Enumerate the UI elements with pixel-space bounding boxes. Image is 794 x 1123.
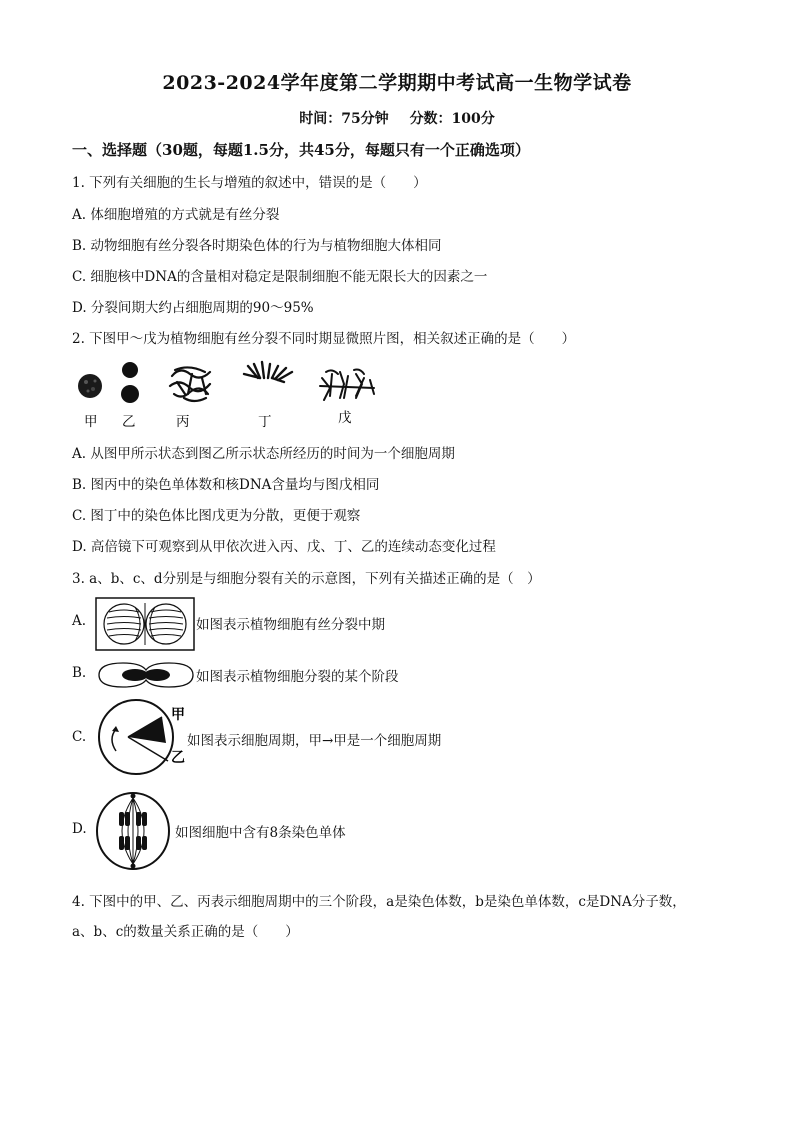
label-wu: 戊: [338, 410, 352, 426]
q3-figure-a-plant-cell: [95, 597, 195, 651]
page-title: 2023-2024学年度第二学期期中考试高一生物学试卷: [162, 72, 632, 94]
q3-option-c-letter: C.: [72, 729, 87, 745]
q2-option-d: D. 高倍镜下可观察到从甲依次进入丙、戊、丁、乙的连续动态变化过程: [72, 539, 496, 555]
label-jia: 甲: [84, 414, 98, 430]
label-c-jia: 甲: [171, 707, 185, 723]
cell-ding-image: [244, 362, 292, 382]
q3-option-a-text: 如图表示植物细胞有丝分裂中期: [196, 617, 385, 633]
q2-option-a: A. 从图甲所示状态到图乙所示状态所经历的时间为一个细胞周期: [72, 446, 455, 462]
q2-option-c: C. 图丁中的染色体比图戊更为分散，更便于观察: [72, 508, 361, 524]
q1-stem: 1. 下列有关细胞的生长与增殖的叙述中，错误的是（ ）: [72, 175, 427, 191]
exam-score: 分数：100分: [409, 111, 495, 127]
q3-option-d-text: 如图细胞中含有8条染色单体: [175, 825, 346, 841]
q3-figure-c-cell-cycle: [92, 697, 192, 777]
q3-figure-d-animal-cell: [93, 790, 173, 872]
section-heading: 一、选择题（30题，每题1.5分，共45分，每题只有一个正确选项）: [72, 141, 530, 159]
exam-time: 时间：75分钟: [299, 111, 389, 127]
q4-stem-line1: 4. 下图中的甲、乙、丙表示细胞周期中的三个阶段，a是染色体数，b是染色单体数，c是DNA分子数，: [72, 894, 686, 910]
q2-option-b: B. 图丙中的染色单体数和核DNA含量均与图戊相同: [72, 477, 380, 493]
q4-stem-line2: a、b、c的数量关系正确的是（ ）: [72, 924, 299, 940]
q3-option-b-text: 如图表示植物细胞分裂的某个阶段: [196, 669, 399, 685]
cell-wu-image: [320, 370, 374, 401]
q3-figure-b-dividing-cell: [95, 661, 197, 689]
q3-stem: 3. a、b、c、d分别是与细胞分裂有关的示意图，下列有关描述正确的是（ ）: [72, 571, 541, 587]
q1-option-b: B. 动物细胞有丝分裂各时期染色体的行为与植物细胞大体相同: [72, 238, 442, 254]
q3-option-b-letter: B.: [72, 665, 87, 681]
q1-option-d: D. 分裂间期大约占细胞周期的90～95%: [72, 300, 314, 316]
q3-option-c-text: 如图表示细胞周期，甲→甲是一个细胞周期: [187, 733, 442, 749]
label-c-yi: 乙: [171, 750, 185, 766]
exam-info: [0, 108, 794, 128]
q2-stem: 2. 下图甲～戊为植物细胞有丝分裂不同时期显微照片图，相关叙述正确的是（ ）: [72, 331, 576, 347]
cell-jia-image: [78, 374, 102, 398]
cell-bing-image: [170, 367, 210, 401]
q1-option-c: C. 细胞核中DNA的含量相对稳定是限制细胞不能无限长大的因素之一: [72, 269, 488, 285]
q1-option-a: A. 体细胞增殖的方式就是有丝分裂: [72, 207, 280, 223]
label-bing: 丙: [176, 414, 190, 430]
q3-option-d-letter: D.: [72, 821, 87, 837]
label-yi: 乙: [122, 414, 136, 430]
label-ding: 丁: [258, 414, 272, 430]
q2-micrograph-figure: [72, 356, 392, 436]
cell-yi-image: [121, 362, 139, 403]
q3-option-a-letter: A.: [72, 613, 87, 629]
